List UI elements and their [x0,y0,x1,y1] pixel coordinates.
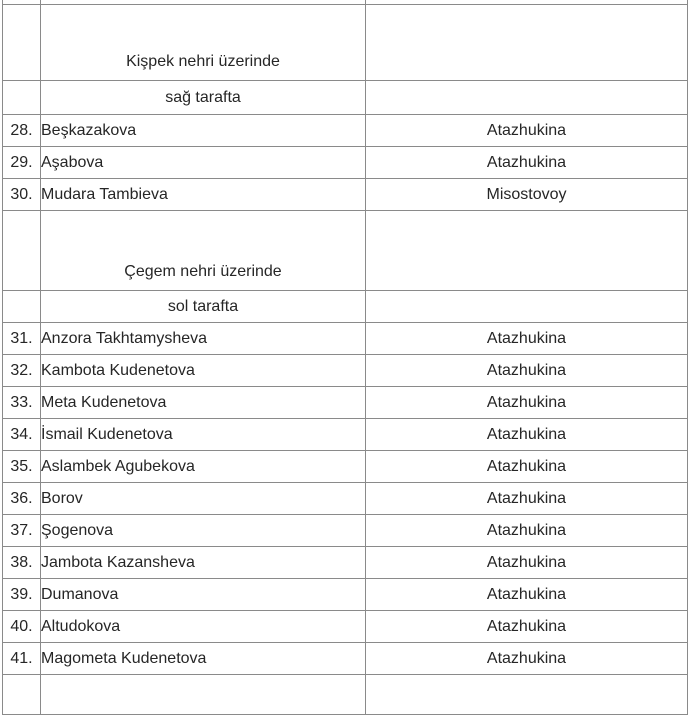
village-name: Magometa Kudenetova [41,643,366,675]
table-row [3,355,688,387]
owner-name-cell [366,291,688,323]
owner-name-cell [366,211,688,291]
owner-name: Atazhukina [366,419,688,451]
row-number: 38. [3,547,41,579]
table-row [3,547,688,579]
row-number: 40. [3,611,41,643]
owner-name: Atazhukina [366,515,688,547]
owner-name: Atazhukina [366,147,688,179]
row-number: 41. [3,643,41,675]
row-number: 35. [3,451,41,483]
row-number: 34. [3,419,41,451]
owner-name: Atazhukina [366,451,688,483]
row-number: 30. [3,179,41,211]
table-row [3,419,688,451]
owner-name-cell [366,81,688,115]
row-number: 31. [3,323,41,355]
village-name: Altudokova [41,611,366,643]
owner-name-cell [366,5,688,81]
table-row [3,515,688,547]
subsection-header-row [3,81,688,115]
section-header-row [3,211,688,291]
table-row [3,115,688,147]
village-name: Beşkazakova [41,115,366,147]
table-row [3,451,688,483]
table-row [3,611,688,643]
table-row [3,579,688,611]
subsection-header-label: sol tarafta [41,291,366,323]
village-name-cell [41,675,366,715]
row-number: 33. [3,387,41,419]
village-name: İsmail Kudenetova [41,419,366,451]
subsection-header-label: sağ tarafta [41,81,366,115]
village-name: Kambota Kudenetova [41,355,366,387]
villages-table [2,0,688,715]
row-number: 39. [3,579,41,611]
table-row [3,323,688,355]
row-number-cell [3,291,41,323]
row-number: 36. [3,483,41,515]
row-number: 32. [3,355,41,387]
row-number: 37. [3,515,41,547]
village-name: Borov [41,483,366,515]
owner-name: Atazhukina [366,355,688,387]
section-header-label: Çegem nehri üzerinde [41,211,366,291]
village-name: Aslambek Agubekova [41,451,366,483]
row-number-cell [3,5,41,81]
owner-name: Atazhukina [366,579,688,611]
village-name: Aşabova [41,147,366,179]
table-row [3,147,688,179]
row-number: 29. [3,147,41,179]
table-row [3,387,688,419]
owner-name: Atazhukina [366,611,688,643]
owner-name: Atazhukina [366,387,688,419]
row-number-cell [3,675,41,715]
table-row [3,483,688,515]
row-number-cell [3,81,41,115]
owner-name: Atazhukina [366,483,688,515]
section-header-label: Kişpek nehri üzerinde [41,5,366,81]
village-name: Mudara Tambieva [41,179,366,211]
section-header-row [3,5,688,81]
owner-name: Misostovoy [366,179,688,211]
owner-name-cell [366,675,688,715]
village-name: Anzora Takhtamysheva [41,323,366,355]
village-name: Jambota Kazansheva [41,547,366,579]
row-number-cell [3,211,41,291]
table-row-partial-bottom [3,675,688,715]
owner-name: Atazhukina [366,547,688,579]
table-row [3,179,688,211]
row-number: 28. [3,115,41,147]
owner-name: Atazhukina [366,643,688,675]
subsection-header-row [3,291,688,323]
owner-name: Atazhukina [366,323,688,355]
village-name: Meta Kudenetova [41,387,366,419]
village-name: Dumanova [41,579,366,611]
village-name: Şogenova [41,515,366,547]
table-row [3,643,688,675]
owner-name: Atazhukina [366,115,688,147]
